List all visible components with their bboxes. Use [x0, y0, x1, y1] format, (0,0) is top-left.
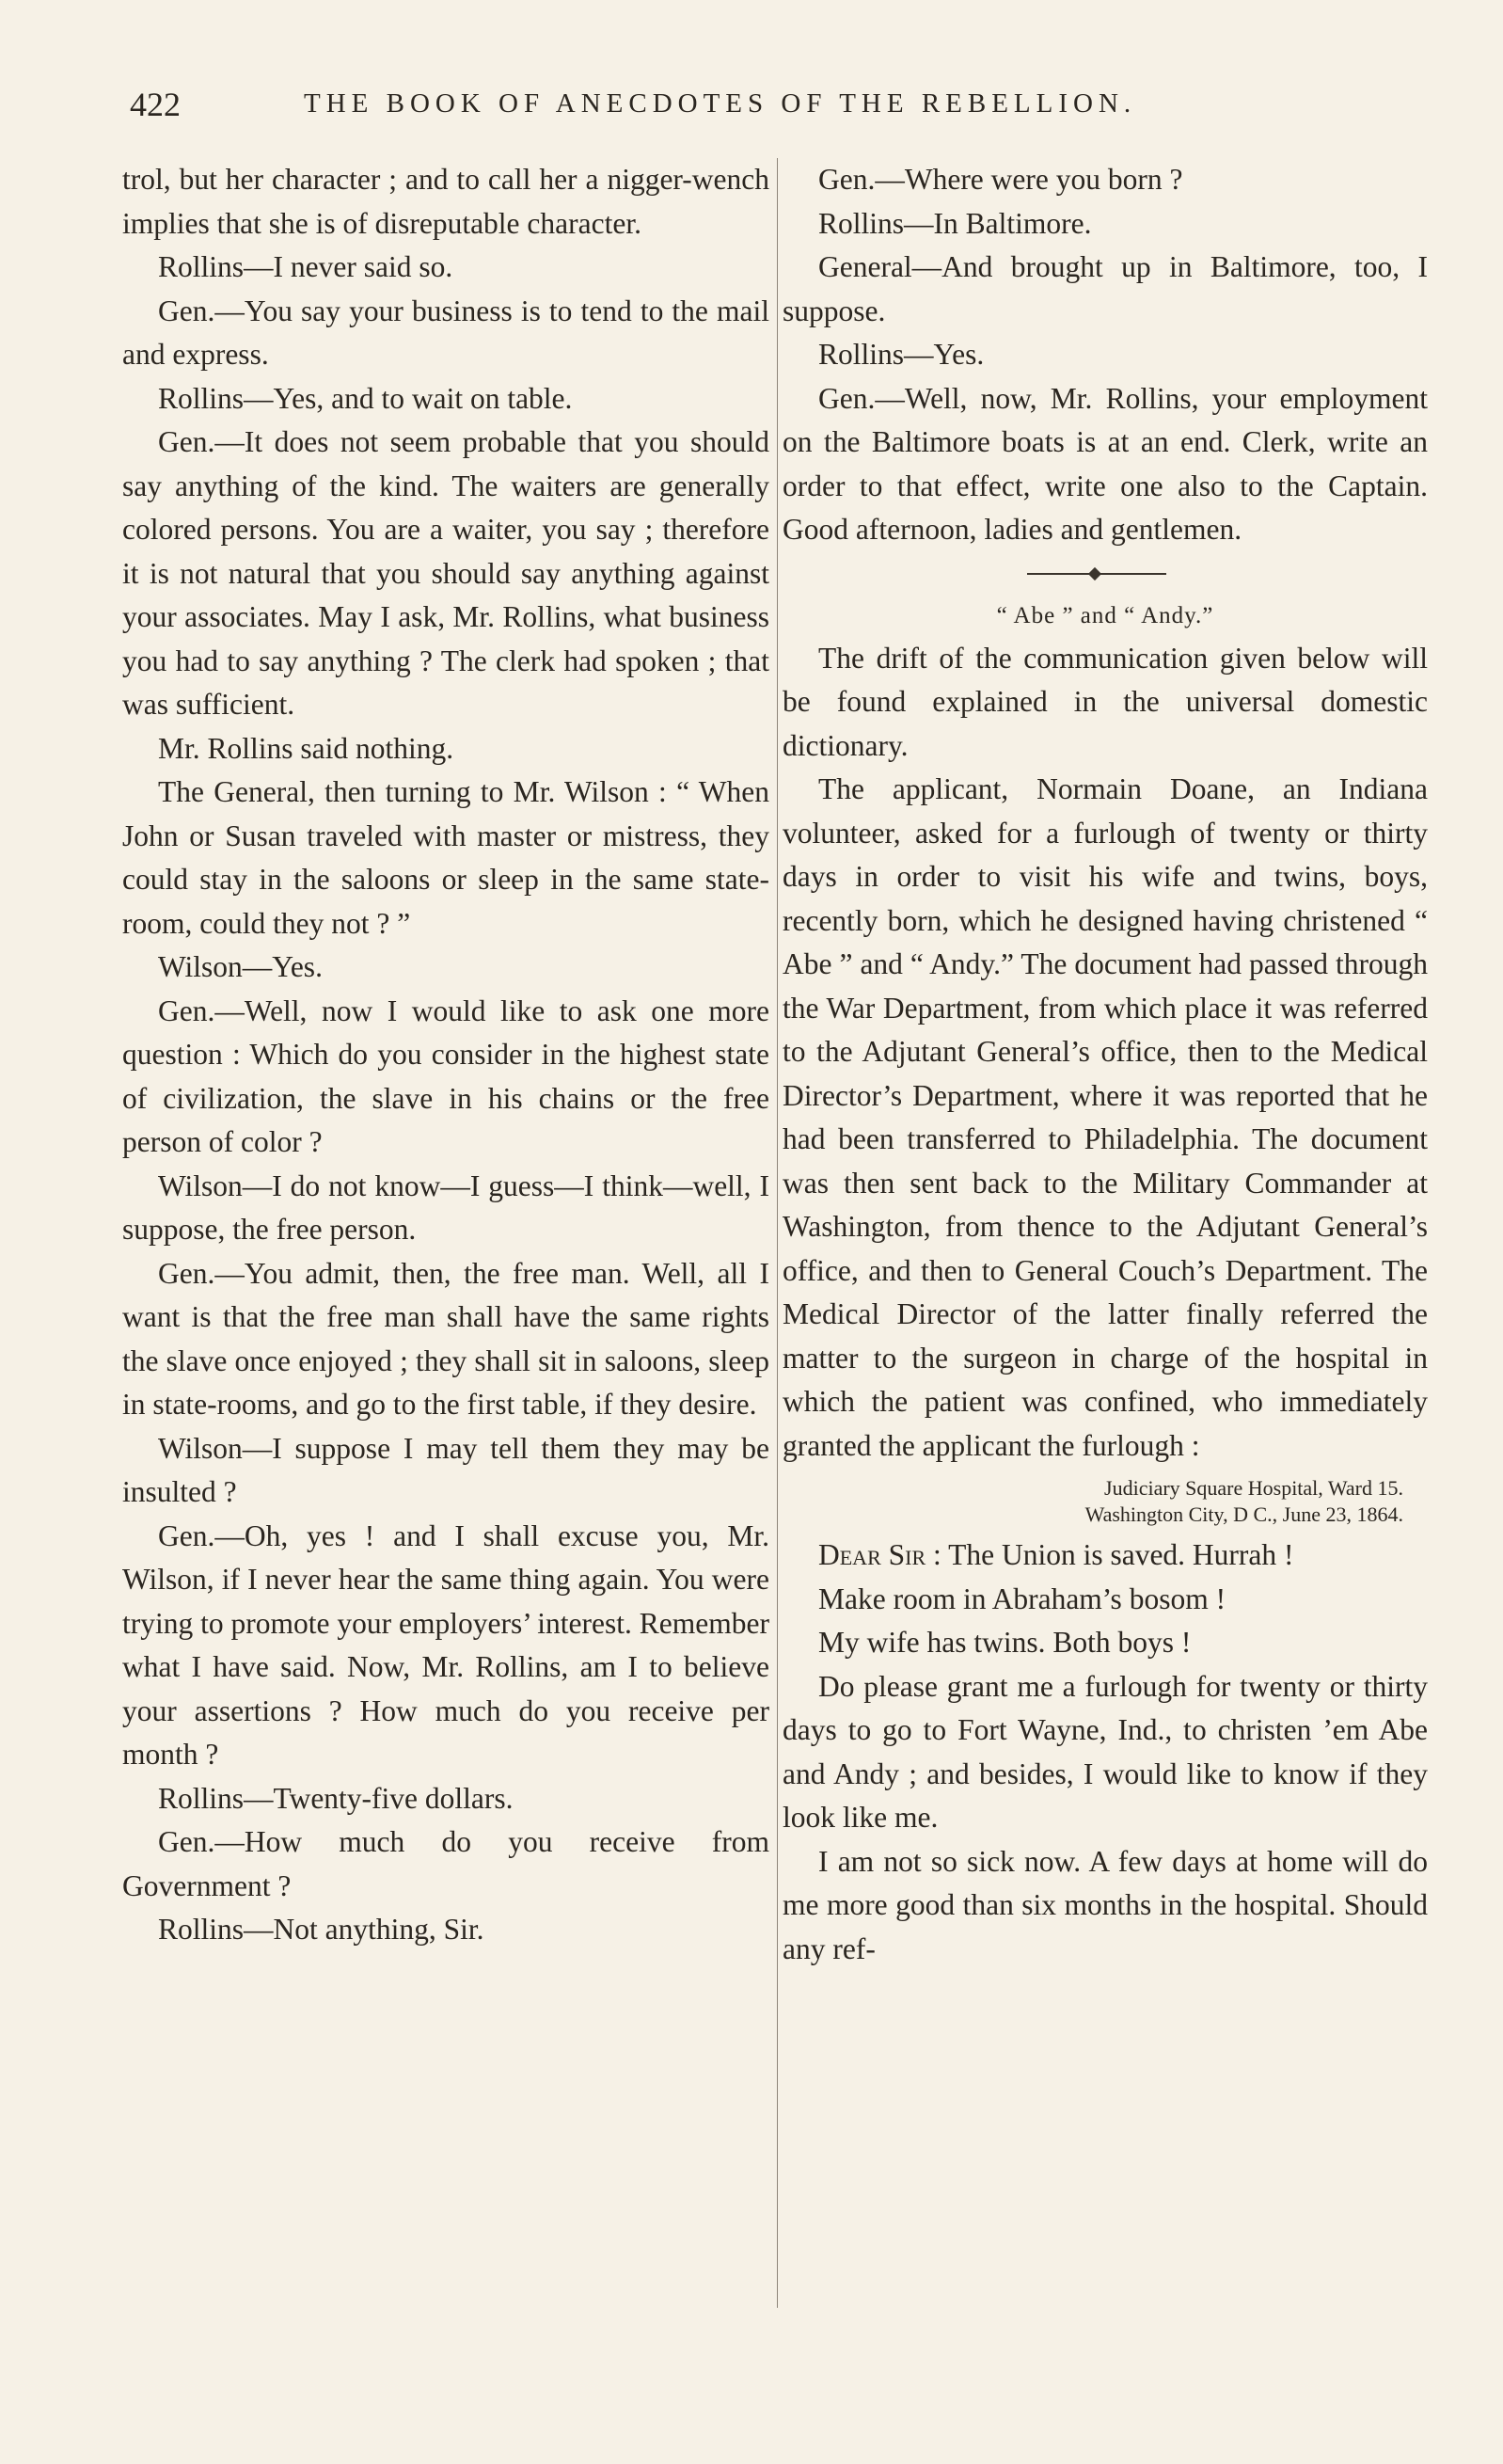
letterhead-line: Washington City, D C., June 23, 1864.	[1084, 1502, 1403, 1526]
running-title: THE BOOK OF ANECDOTES OF THE REBELLION.	[304, 88, 1137, 119]
paragraph: Gen.—Well, now I would like to ask one more question : Which do you consider in the highest state of civilization, the slave in his chains or the free person of color ?	[122, 994, 769, 1158]
salutation: Dear Sir :	[818, 1538, 941, 1571]
paragraph: Gen.—Oh, yes ! and I shall excuse you, Mr. Wilson, if I never hear the same thing again. You were trying to promote your employers’ interest. Remember what I have said. Now, Mr. Rollins, am I to believe your assertions ? How much do you receive per month ?	[122, 1518, 769, 1771]
paragraph: Do please grant me a furlough for twenty or thirty days to go to Fort Wayne, Ind., to christen ’em Abe and Andy ; and besides, I would like to know if they look like me.	[783, 1669, 1428, 1834]
right-column	[777, 158, 1428, 1971]
running-head	[130, 85, 1268, 134]
paragraph: My wife has twins. Both boys !	[818, 1626, 1192, 1659]
paragraph: The drift of the communication given below will be found explained in the universal domestic dictionary.	[783, 641, 1428, 762]
paragraph: Rollins—Yes, and to wait on table.	[158, 381, 573, 415]
paragraph: Rollins—In Baltimore.	[818, 206, 1092, 240]
paragraph: Gen.—You admit, then, the free man. Well, all I want is that the free man shall have the same rights the slave once enjoyed ; they shall sit in saloons, sleep in state-rooms, and go to the first table, if they desire.	[122, 1256, 769, 1421]
paragraph: I am not so sick now. A few days at home will do me more good than six months in the hospital. Should any ref-	[783, 1844, 1428, 1965]
paragraph: Gen.—You say your business is to tend to the mail and express.	[122, 294, 769, 371]
letter-heading	[783, 1475, 1428, 1528]
paragraph: Rollins—Yes.	[818, 338, 985, 371]
paragraph: The applicant, Normain Doane, an Indiana volunteer, asked for a furlough of twenty or thirty days in order to visit his wife and twins, boys, recently born, which he designed having christened “ Abe ” and “ Andy.” The document had passed through the War Department, from which place it was referred to the Adjutant General’s office, then to the Medical Director’s Department, where it was reported that he had been transferred to Philadelphia. The document was then sent back to the Military Commander at Washington, from thence to the Adjutant General’s office, and then to General Couch’s Department. The Medical Director of the latter finally referred the matter to the surgeon in charge of the hospital in which the patient was confined, who immediately granted the applicant the furlough :	[783, 772, 1428, 1462]
paragraph: Wilson—I suppose I may tell them they may be insulted ?	[122, 1431, 769, 1508]
section-heading: “ Abe ” and “ Andy.”	[996, 602, 1214, 628]
paragraph: Gen.—Well, now, Mr. Rollins, your employment on the Baltimore boats is at an end. Clerk, write an order to that effect, write one also to the Captain. Good afternoon, ladies and gentlemen.	[783, 381, 1428, 546]
paragraph: Rollins—I never said so.	[158, 250, 453, 283]
paragraph: trol, but her character ; and to call her a nigger-wench implies that she is of disreputable character.	[122, 163, 769, 240]
section-separator	[783, 552, 1428, 596]
letter-text: The Union is saved. Hurrah !	[948, 1538, 1294, 1571]
paragraph: Wilson—Yes.	[158, 950, 323, 983]
paragraph: Make room in Abraham’s bosom !	[818, 1582, 1226, 1615]
paragraph: Wilson—I do not know—I guess—I think—well, I suppose, the free person.	[122, 1168, 769, 1246]
paragraph: Rollins—Twenty-five dollars.	[158, 1781, 514, 1815]
left-column	[122, 158, 769, 1952]
paragraph: Gen.—It does not seem probable that you should say anything of the kind. The waiters are generally colored persons. You are a waiter, you say ; therefore it is not natural that you should say anything against your associates. May I ask, Mr. Rollins, what business you had to say anything ? The clerk had spoken ; that was sufficient.	[122, 425, 769, 721]
letterhead-line: Judiciary Square Hospital, Ward 15.	[1104, 1476, 1403, 1500]
paragraph: General—And brought up in Baltimore, too, I suppose.	[783, 250, 1428, 327]
paragraph: Gen.—Where were you born ?	[818, 163, 1183, 196]
paragraph: Rollins—Not anything, Sir.	[158, 1913, 484, 1946]
letter-opening	[783, 1534, 1428, 1578]
paragraph: Mr. Rollins said nothing.	[158, 731, 454, 765]
page-number: 422	[130, 86, 181, 123]
paragraph: Gen.—How much do you receive from Government ?	[122, 1825, 769, 1902]
paragraph: The General, then turning to Mr. Wilson : “ When John or Susan traveled with master or mistress, they could stay in the saloons or sleep in the same state-room, could they not ? ”	[122, 775, 769, 940]
